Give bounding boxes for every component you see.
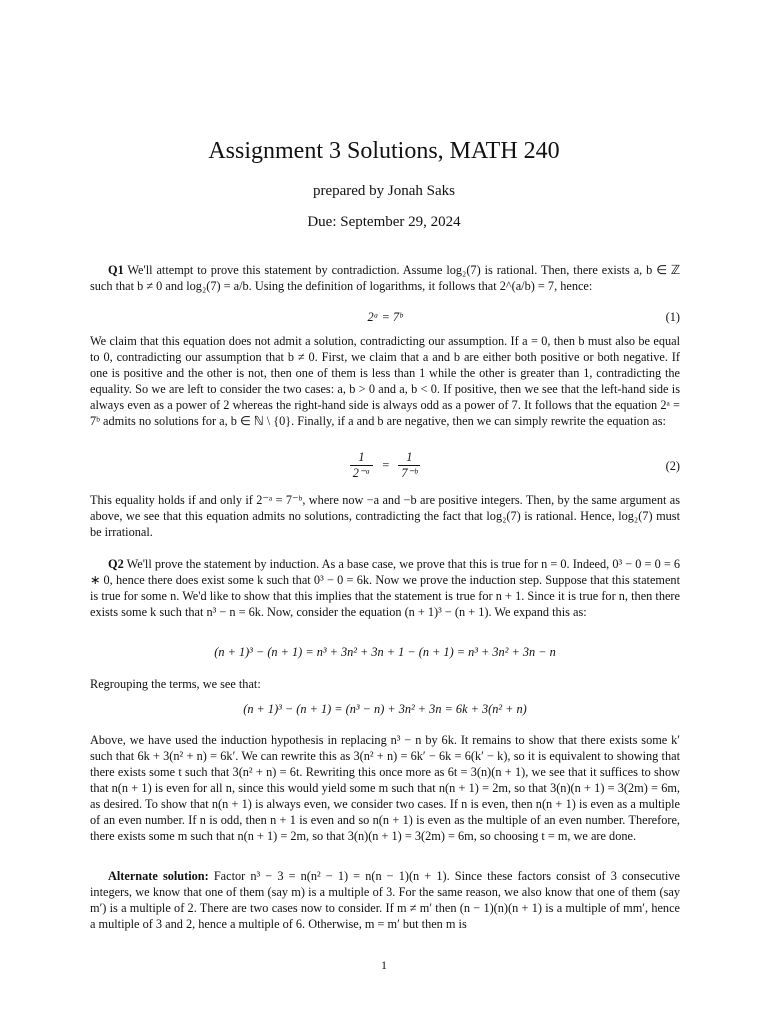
- equation-2-number: (2): [665, 459, 680, 473]
- q1-paragraph-1: [90, 262, 680, 294]
- due-date: Due: September 29, 2024: [307, 214, 461, 230]
- q2-paragraph-1: [90, 556, 680, 620]
- author-line: prepared by Jonah Saks: [312, 183, 456, 199]
- document-title: Assignment 3 Solutions, MATH 240: [208, 138, 560, 164]
- alternate-solution-text: Factor n³ − 3 = n(n² − 1) = n(n − 1)(n + 1). Since these factors consist of 3 consecutive integers, we know that one of them (say m) is a multiple of 3. For the same reason, we also know that one of them (say m′) is a multiple of 2. There are two cases now to consider. If m ≠ m′ then (n − 1)(n)(n + 1) is a multiple of mm′, hence a multiple of 3 and 2, hence a multiple of 6. Otherwise, m = m′ but then m is: [90, 869, 680, 931]
- equation-1-number: (1): [665, 310, 680, 324]
- q2-label: Q2: [108, 557, 124, 571]
- q1-text-1: We'll attempt to prove this statement by contradiction. Assume log₂(7) is rational. Then, there exists a, b ∈ ℤ such that b ≠ 0 and log₂(7) = a/b. Using the definition of logarithms, it follows that 2^(a/b) = 7, hence:: [90, 263, 680, 293]
- equation-1: [90, 308, 680, 330]
- equation-4-body: (n + 1)³ − (n + 1) = (n³ − n) + 3n² + 3n = 6k + 3(n² + n): [243, 702, 527, 716]
- equation-4: [90, 700, 680, 722]
- q1-label: Q1: [108, 263, 124, 277]
- equation-3-body: (n + 1)³ − (n + 1) = n³ + 3n² + 3n + 1 − (n + 1) = n³ + 3n² + 3n − n: [214, 645, 556, 659]
- equation-1-body: 2ᵃ = 7ᵇ: [367, 310, 403, 324]
- equation-3: [90, 643, 680, 665]
- q2-text-1: We'll prove the statement by induction. As a base case, we prove that this is true for n = 0. Indeed, 0³ − 0 = 0 = 6 ∗ 0, hence there does exist some k such that 0³ − 0 = 6k. Now we prove the induction step. Suppose that this statement is true for some n. We'd like to show that this implies that the statement is true for n + 1. Since it is true for n, then there exists some k such that n³ − n = 6k. Now, consider the equation (n + 1)³ − (n + 1). We expand this as:: [90, 557, 681, 619]
- q1-paragraph-2: We claim that this equation does not admit a solution, contradicting our assumption. If a = 0, then b must also be equal to 0, contradicting our assumption that b ≠ 0. First, we claim that a and b are either both positive or both negative. If one is positive and the other is not, then one of them is less than 1 while the other is greater than 1, contradicting the equality. So we are left to consider the two cases: a, b > 0 and a, b < 0. If positive, then we see that the left-hand side is always even as a power of 2 whereas the right-hand side is always odd as a power of 7. It follows that the equation 2ᵃ = 7ᵇ admits no solutions for a, b ∈ ℕ \ {0}. Finally, if a and b are negative, then we can simply rewrite the equation as:: [90, 334, 680, 428]
- fraction-left: $\frac{1}{\text{2⁻ᵃ}}$: [350, 450, 374, 481]
- q2-paragraph-3: Above, we have used the induction hypothesis in replacing n³ − n by 6k. It remains to show that there exists some k′ such that 6k + 3(n² + n) = 6k′. We can rewrite this as 3(n² + n) = 6k′ − 6k = 6(k′ − k), so it is equivalent to showing that there exists some t such that 3(n² + n) = 6t. Rewriting this once more as 6t = 3(n)(n + 1), we see that it suffices to show that n(n + 1) is even for all n, since this would yield some m such that n(n + 1) = 2m, so that 3(n)(n + 1) = 3(2m) = 6m, as desired. To show that n(n + 1) is always even, we consider two cases. If n is even, then n(n + 1) is even as a multiple of an even number. If n is odd, then n + 1 is even and so n(n + 1) is even as the multiple of an even number. Therefore, there exists some m such that n(n + 1) = 2m, so that 3(n)(n + 1) = 3(2m) = 6m, so choosing t = m, we are done.: [90, 733, 680, 843]
- fraction-right: $\frac{1}{\text{7⁻ᵇ}}$: [398, 450, 420, 481]
- alternate-solution: [90, 868, 680, 932]
- q2-paragraph-2: Regrouping the terms, we see that:: [90, 677, 261, 691]
- page-number: 1: [381, 958, 387, 972]
- alternate-solution-label: Alternate solution:: [108, 869, 209, 883]
- equation-2: $\frac{1}{\text{2⁻ᵃ}}$ = $\frac{1}{\text{7⁻ᵇ}}$ (2): [90, 450, 680, 486]
- q1-paragraph-3: This equality holds if and only if 2⁻ᵃ = 7⁻ᵇ, where now −a and −b are positive integers. Then, by the same argument as above, we see that this equation admits no solutions, contradicting the fact that log₂(7) is rational. Hence, log₂(7) must be irrational.: [90, 493, 680, 539]
